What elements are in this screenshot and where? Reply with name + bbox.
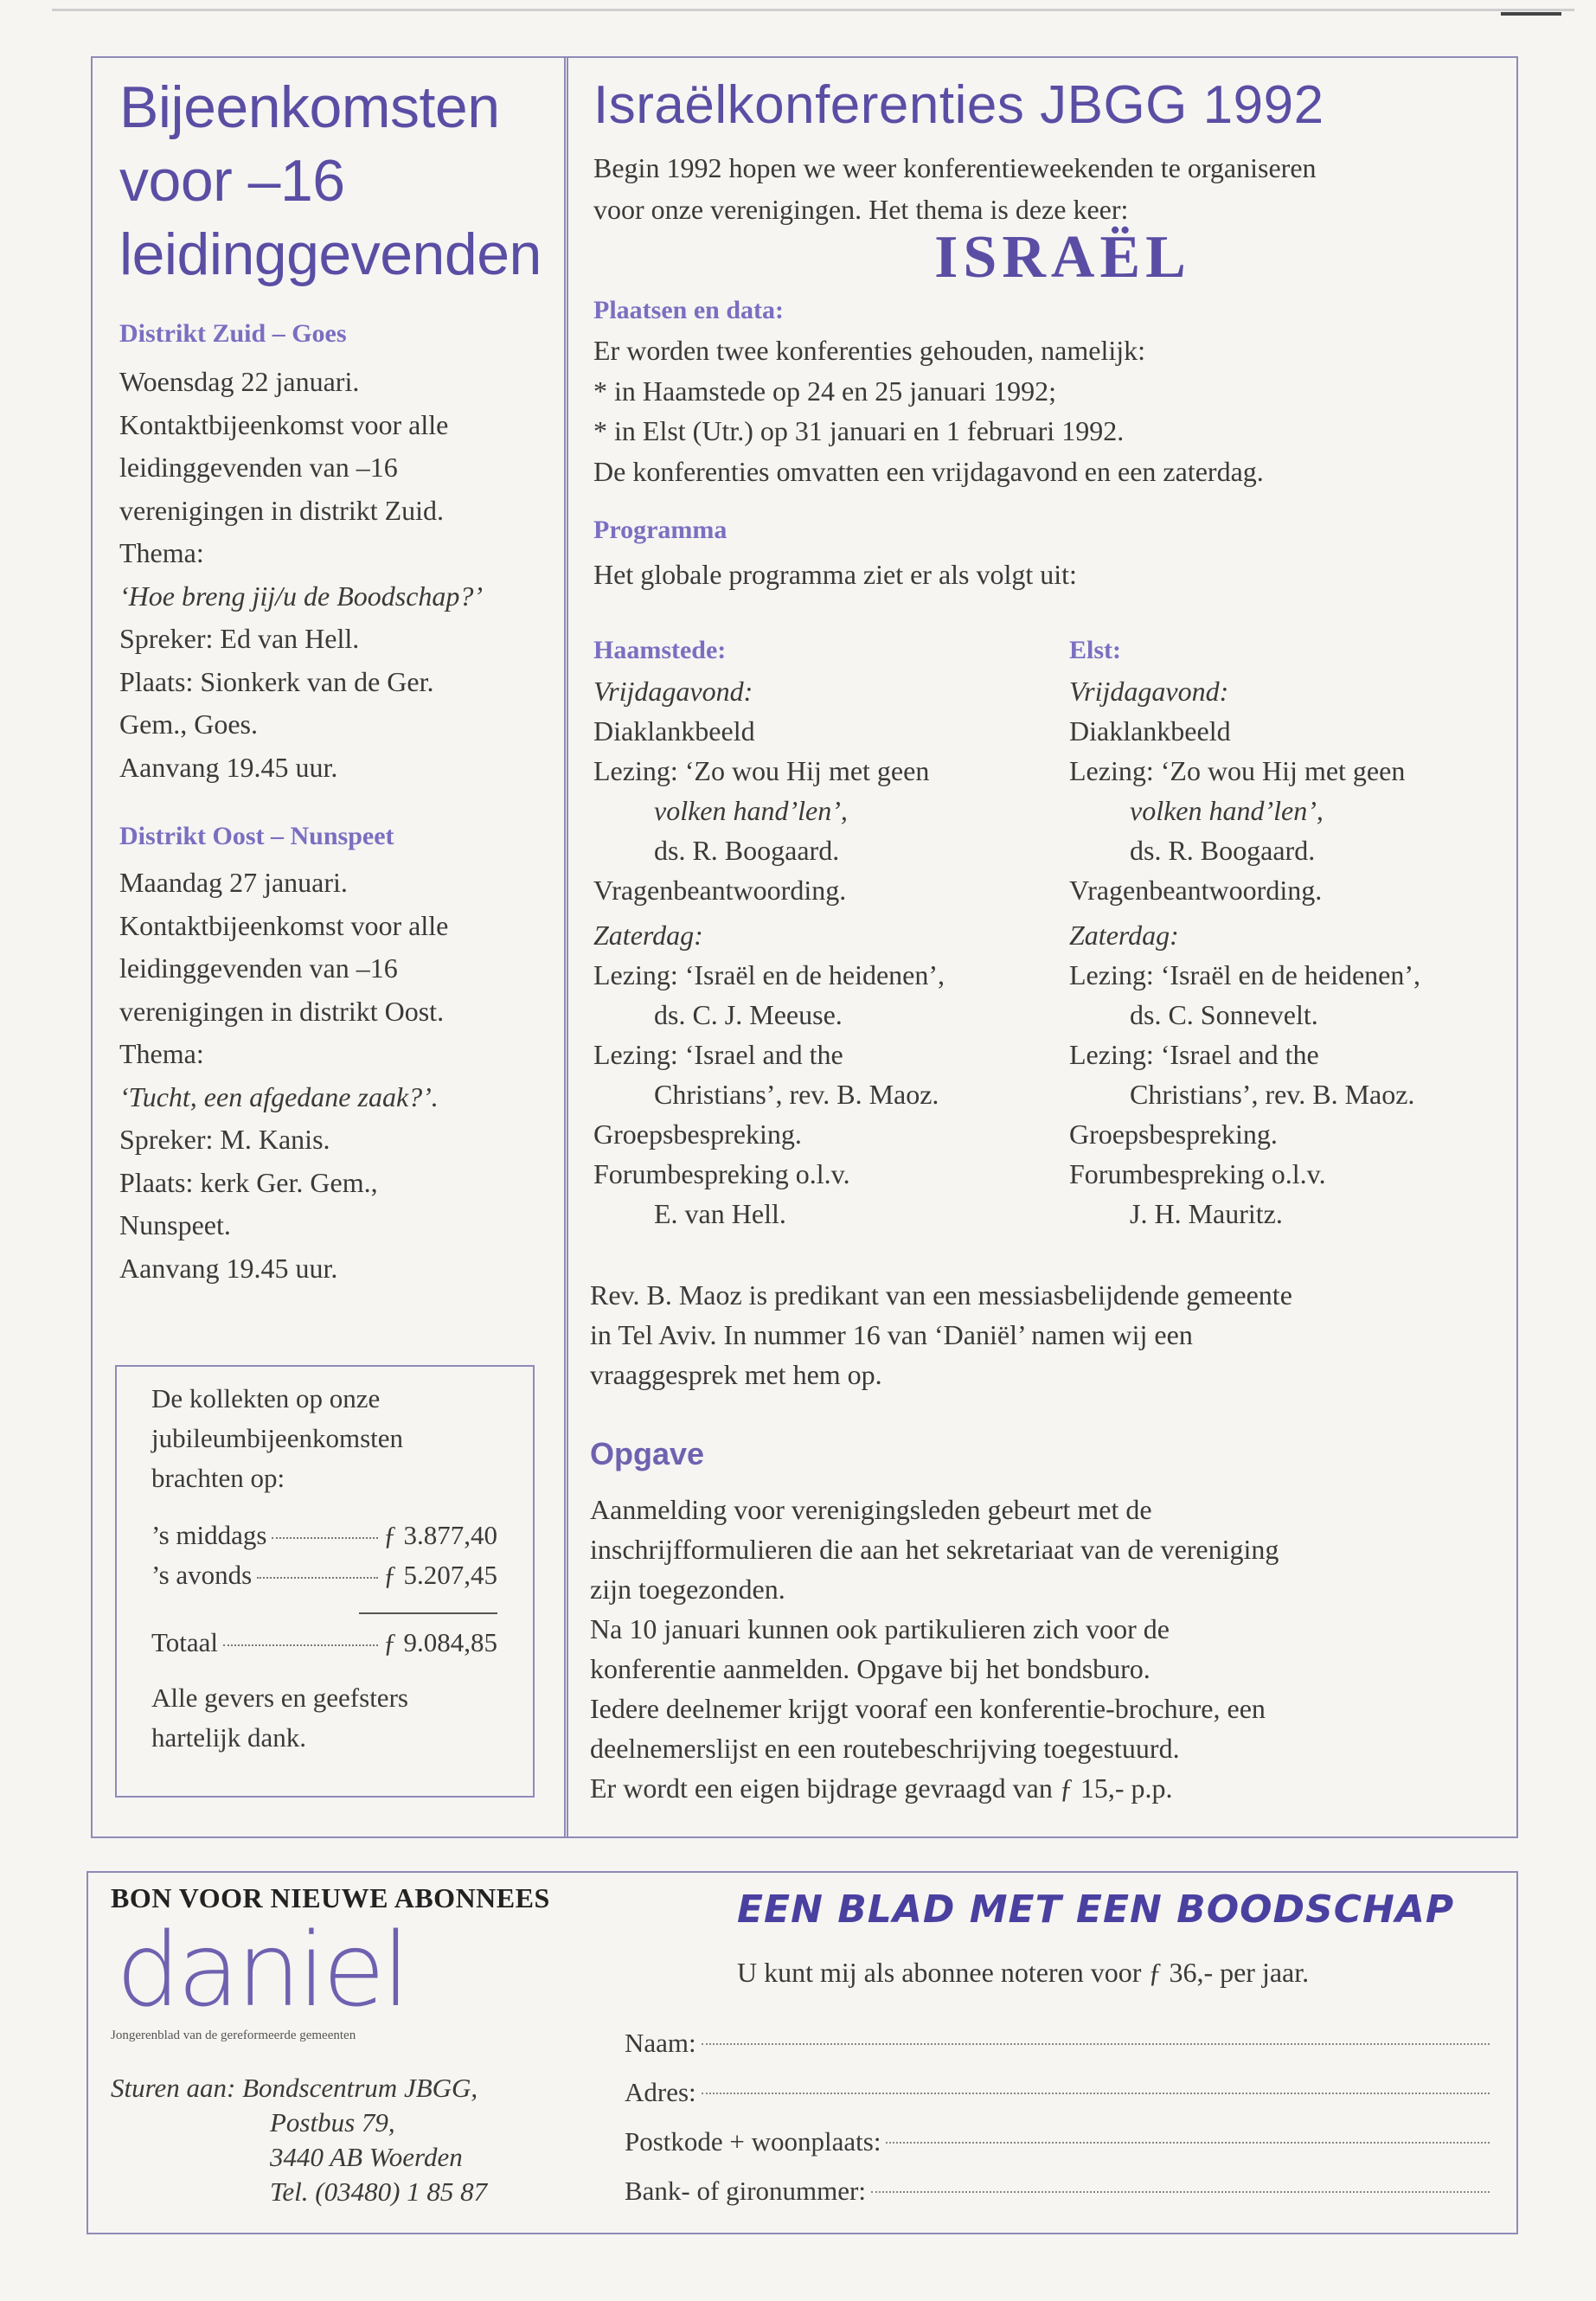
district-line: Thema: — [119, 537, 204, 568]
places-heading: Plaatsen en data: — [593, 296, 784, 324]
opgave-line: konferentie aanmelden. Opgave bij het bondsburo. — [590, 1653, 1151, 1684]
program-line: Lezing: ‘Israel and the — [1069, 1039, 1319, 1070]
program-line: Christians’, rev. B. Maoz. — [1130, 1079, 1415, 1110]
district-heading: Distrikt Zuid – Goes — [119, 319, 347, 348]
district-line: Thema: — [119, 1038, 204, 1069]
daniel-logo: daniel — [116, 1910, 407, 2029]
collection-intro-line: De kollekten op onze — [151, 1383, 381, 1413]
opgave-heading: Opgave — [590, 1436, 705, 1471]
address-line: Tel. (03480) 1 85 87 — [270, 2176, 488, 2207]
district-zuid-text — [119, 361, 552, 789]
program-line: E. van Hell. — [654, 1198, 786, 1229]
program-line: J. H. Mauritz. — [1130, 1198, 1283, 1229]
collection-thanks-line: Alle gevers en geefsters — [151, 1682, 408, 1713]
address-line: Sturen aan: Bondscentrum JBGG, — [111, 2073, 478, 2103]
opgave-line: deelnemerslijst en een routebeschrijving toegestuurd. — [590, 1733, 1180, 1764]
opgave-line: Iedere deelnemer krijgt vooraf een konferentie-brochure, een — [590, 1693, 1266, 1724]
district-line: Aanvang 19.45 uur. — [119, 1252, 338, 1284]
program-line: Diaklankbeeld — [1069, 715, 1231, 747]
opgave-line: inschrijfformulieren die aan het sekretariaat van de vereniging — [590, 1534, 1279, 1565]
program-intro: Het globale programma ziet er als volgt uit: — [593, 559, 1077, 590]
opgave-line: Aanmelding voor verenigingsleden gebeurt met de — [590, 1494, 1152, 1525]
address-line: Postbus 79, — [270, 2107, 395, 2138]
district-line: Spreker: M. Kanis. — [119, 1124, 330, 1155]
collection-total-label: Totaal — [151, 1627, 219, 1657]
program-line: Forumbespreking o.l.v. — [1069, 1158, 1326, 1189]
district-heading: Distrikt Oost – Nunspeet — [119, 822, 394, 850]
left-title-line: voor –16 — [119, 148, 345, 214]
logo-tagline: Jongerenblad van de gereformeerde gemeenten — [111, 2029, 356, 2042]
program-line: Vrijdagavond: — [1069, 676, 1229, 707]
theme-title: ISRAËL — [934, 224, 1191, 291]
left-title-line: leidinggevenden — [119, 221, 542, 287]
dot-leader — [223, 1644, 378, 1646]
collection-total-amount: ƒ 9.084,85 — [383, 1627, 497, 1657]
program-line: Vrijdagavond: — [593, 676, 753, 707]
postcode-input-line[interactable] — [886, 2142, 1490, 2144]
collection-amount: ƒ 3.877,40 — [383, 1520, 497, 1550]
places-line: * in Elst (Utr.) op 31 januari en 1 februari 1992. — [593, 415, 1125, 446]
places-line: Er worden twee konferenties gehouden, namelijk: — [593, 335, 1145, 366]
address-input-line[interactable] — [702, 2093, 1490, 2094]
program-line: Lezing: ‘Israel and the — [593, 1039, 843, 1070]
district-line: ‘Hoe breng jij/u de Boodschap?’ — [119, 580, 484, 612]
address-line: 3440 AB Woerden — [270, 2142, 463, 2172]
district-line: Plaats: kerk Ger. Gem., — [119, 1166, 378, 1198]
district-line: Woensdag 22 januari. — [119, 366, 360, 397]
collection-amount: ƒ 5.207,45 — [383, 1560, 497, 1590]
district-line: Kontaktbijeenkomst voor alle — [119, 909, 449, 941]
maoz-note — [590, 1275, 1498, 1394]
field-label: Bank- of gironummer: — [625, 2176, 866, 2206]
program-place: Haamstede: — [593, 636, 727, 664]
field-label: Postkode + woonplaats: — [625, 2126, 881, 2157]
collection-content — [151, 1379, 506, 1758]
right-intro — [593, 147, 1502, 230]
district-line: leidinggevenden van –16 — [119, 952, 398, 984]
opgave-line: zijn toegezonden. — [590, 1574, 785, 1605]
maoz-line: Rev. B. Maoz is predikant van een messiasbelijdende gemeente — [590, 1279, 1292, 1311]
opgave-line: Er wordt een eigen bijdrage gevraagd van ƒ 15,- p.p. — [590, 1772, 1173, 1804]
program-line: Vragenbeantwoording. — [593, 875, 847, 906]
places-line: * in Haamstede op 24 en 25 januari 1992; — [593, 375, 1056, 407]
program-column-haamstede — [593, 630, 1061, 1234]
places-line: De konferenties omvatten een vrijdagavond en een zaterdag. — [593, 455, 1264, 487]
district-line: Gem., Goes. — [119, 708, 258, 740]
program-line: Lezing: ‘Israël en de heidenen’, — [1069, 959, 1421, 990]
program-line: Lezing: ‘Zo wou Hij met geen — [1069, 755, 1406, 786]
dot-leader — [257, 1577, 378, 1579]
dot-leader — [272, 1537, 378, 1539]
collection-label: ’s avonds — [151, 1560, 253, 1590]
right-column — [593, 71, 1502, 597]
field-label: Naam: — [625, 2028, 696, 2058]
coupon-title: BON VOOR NIEUWE ABONNEES — [111, 1882, 550, 1913]
program-line: Groepsbespreking. — [593, 1118, 802, 1150]
left-title — [119, 71, 552, 292]
collection-row — [151, 1516, 497, 1555]
intro-line: Begin 1992 hopen we weer konferentieweekenden te organiseren — [593, 152, 1317, 183]
program-line: Lezing: ‘Zo wou Hij met geen — [593, 755, 930, 786]
subscription-form — [625, 2018, 1490, 2215]
district-line: Plaats: Sionkerk van de Ger. — [119, 665, 434, 697]
places-text — [593, 330, 1502, 491]
program-line: Forumbespreking o.l.v. — [593, 1158, 850, 1189]
sum-rule — [359, 1612, 497, 1614]
district-line: Aanvang 19.45 uur. — [119, 751, 338, 783]
collection-intro-line: brachten op: — [151, 1463, 285, 1493]
district-line: verenigingen in distrikt Oost. — [119, 995, 445, 1027]
collection-label: ’s middags — [151, 1520, 267, 1550]
form-field-bank-account[interactable] — [625, 2166, 1490, 2215]
left-title-line: Bijeenkomsten — [119, 74, 500, 140]
program-place: Elst: — [1069, 636, 1121, 664]
program-line: Lezing: ‘Israël en de heidenen’, — [593, 959, 945, 990]
program-line: ds. C. Sonnevelt. — [1130, 999, 1318, 1030]
top-mark — [1501, 12, 1561, 16]
program-line: Zaterdag: — [593, 920, 703, 951]
field-label: Adres: — [625, 2077, 696, 2107]
form-field-address[interactable] — [625, 2067, 1490, 2117]
collection-intro-line: jubileumbijeenkomsten — [151, 1423, 404, 1453]
district-line: Kontaktbijeenkomst voor alle — [119, 408, 449, 440]
district-line: Maandag 27 januari. — [119, 867, 348, 898]
district-line: leidinggevenden van –16 — [119, 452, 398, 483]
program-line: Diaklankbeeld — [593, 715, 755, 747]
form-field-name[interactable] — [625, 2018, 1490, 2067]
district-line: Spreker: Ed van Hell. — [119, 623, 360, 654]
left-column — [119, 71, 552, 1290]
program-line: ds. R. Boogaard. — [654, 835, 840, 866]
opgave-text — [590, 1490, 1507, 1808]
form-field-postcode-city[interactable] — [625, 2117, 1490, 2166]
program-line: ds. C. J. Meeuse. — [654, 999, 843, 1030]
maoz-line: in Tel Aviv. In nummer 16 van ‘Daniël’ namen wij een — [590, 1319, 1193, 1350]
intro-line: voor onze verenigingen. Het thema is deze keer: — [593, 194, 1129, 225]
subscribe-text: U kunt mij als abonnee noteren voor ƒ 36,- per jaar. — [737, 1957, 1310, 1988]
program-line: Christians’, rev. B. Maoz. — [654, 1079, 939, 1110]
coupon-address — [111, 2071, 487, 2209]
program-line: volken hand’len’, — [654, 795, 848, 826]
program-line: Vragenbeantwoording. — [1069, 875, 1323, 906]
program-line: volken hand’len’, — [1130, 795, 1324, 826]
opgave-line: Na 10 januari kunnen ook partikulieren zich voor de — [590, 1613, 1170, 1644]
district-line: ‘Tucht, een afgedane zaak?’. — [119, 1080, 439, 1112]
district-oost-text — [119, 862, 552, 1290]
right-title: Israëlkonferenties JBGG 1992 — [593, 75, 1324, 135]
program-heading: Programma — [593, 516, 727, 544]
program-line: Zaterdag: — [1069, 920, 1179, 951]
name-input-line[interactable] — [702, 2043, 1490, 2045]
district-line: Nunspeet. — [119, 1209, 231, 1240]
collection-total-row — [151, 1623, 497, 1663]
district-line: verenigingen in distrikt Zuid. — [119, 494, 445, 526]
top-rule — [52, 9, 1574, 11]
collection-row — [151, 1555, 497, 1595]
program-column-elst — [1069, 630, 1510, 1234]
maoz-line: vraaggesprek met hem op. — [590, 1359, 882, 1390]
program-line: Groepsbespreking. — [1069, 1118, 1278, 1150]
collection-thanks-line: hartelijk dank. — [151, 1722, 307, 1753]
slogan: EEN BLAD MET EEN BOODSCHAP — [737, 1888, 1455, 1932]
bank-input-line[interactable] — [871, 2191, 1490, 2193]
program-line: ds. R. Boogaard. — [1130, 835, 1316, 866]
